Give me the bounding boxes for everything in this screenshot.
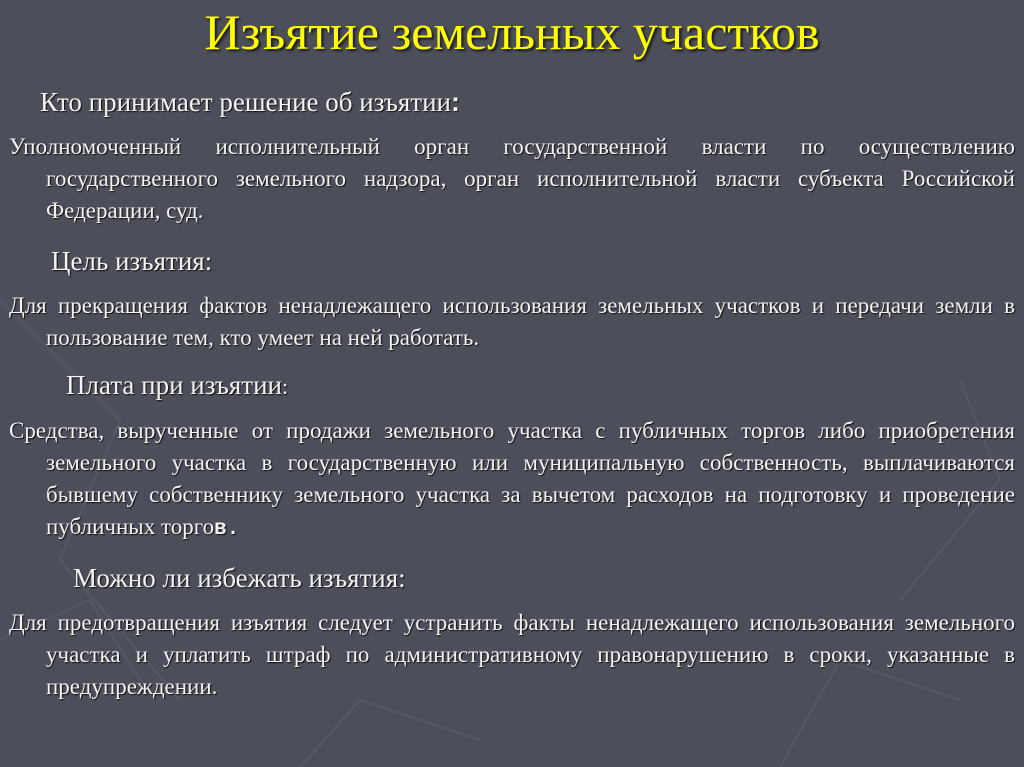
heading-who-decides-colon: : <box>451 87 460 117</box>
heading-payment-text: Плата при изъятии <box>66 370 282 400</box>
heading-who-decides <box>40 86 460 118</box>
heading-payment <box>66 369 288 403</box>
paragraph-who-decides: Уполномоченный исполнительный орган государственной власти по осуществлению государственного земельного надзора, орган исполнительной власти субъекта Российской Федерации, суд. <box>9 134 1015 223</box>
paragraph-payment <box>9 415 1015 546</box>
paragraph-avoid: Для предотвращения изъятия следует устранить факты ненадлежащего использования земельного участка и уплатить штраф по административному правонарушению в сроки, указанные в предупреждении. <box>9 610 1015 699</box>
paragraph-payment-tail: в. <box>214 518 240 541</box>
heading-payment-colon: : <box>282 374 289 399</box>
heading-who-decides-text: Кто принимает решение об изъятии <box>40 87 451 117</box>
heading-avoid: Можно ли избежать изъятия: <box>73 563 406 593</box>
heading-purpose: Цель изъятия: <box>51 246 213 276</box>
slide-title: Изъятие земельных участков <box>204 4 820 60</box>
paragraph-purpose: Для прекращения фактов ненадлежащего использования земельных участков и передачи земли в пользование тем, кто умеет на ней работать. <box>9 293 1015 350</box>
paragraph-payment-text: Средства, вырученные от продажи земельного участка с публичных торгов либо приобретения земельного участка в государственную или муниципальную собственность, выплачиваются бывшему собственнику земельного участка за вычетом расходов на подготовку и проведение публичных торго <box>9 418 1015 539</box>
